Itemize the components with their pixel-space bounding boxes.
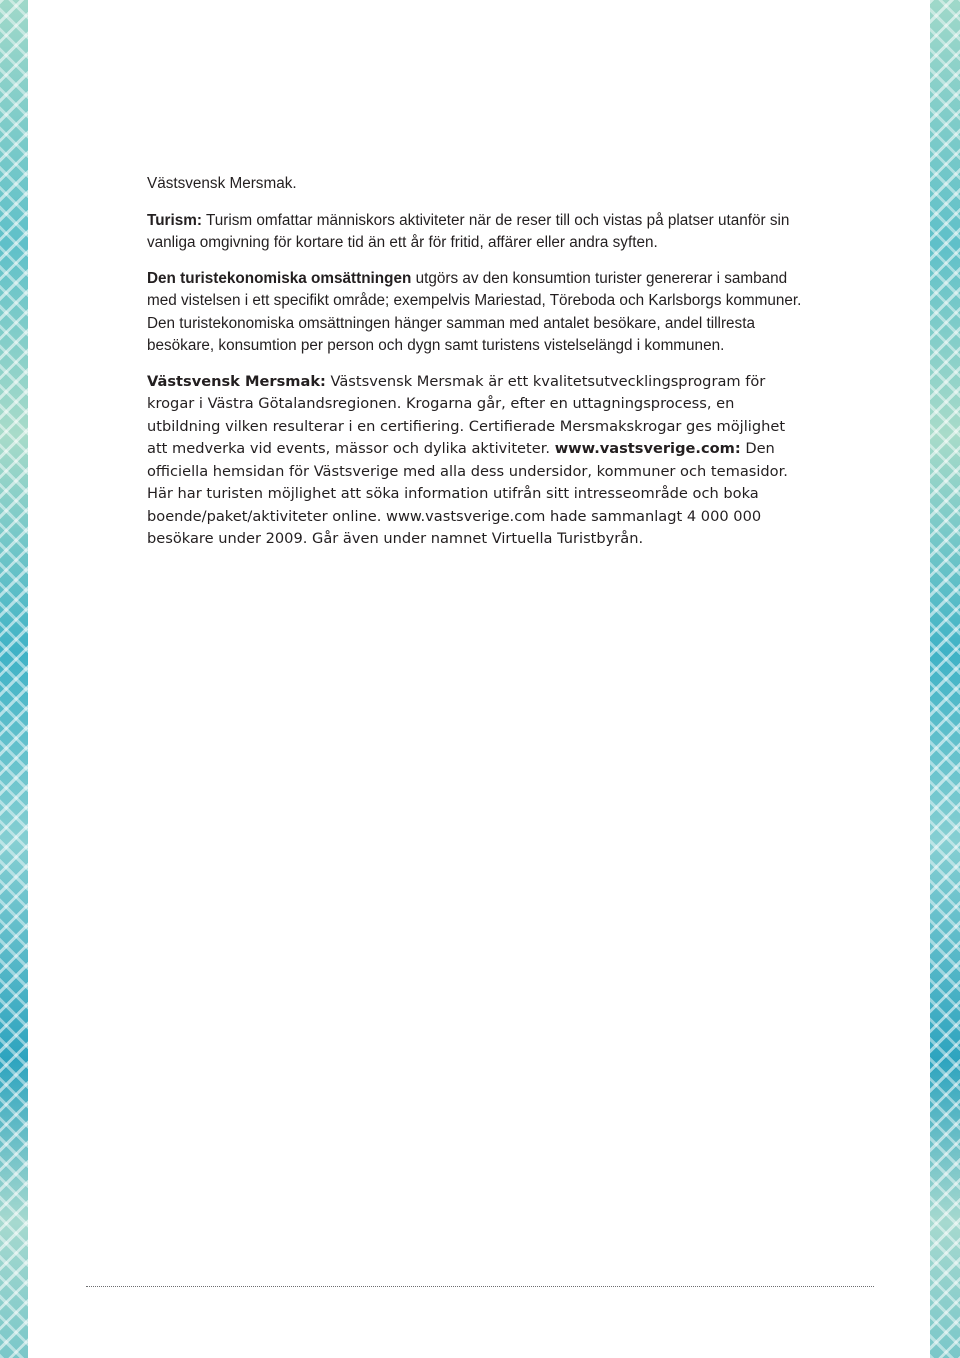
intro-line: Västsvensk Mersmak. [147,175,297,192]
decorative-border-left [0,0,28,1358]
term-omsattning: Den turistekonomiska omsättningen [147,269,412,287]
definition-turism [147,210,807,255]
footer-dotted-rule [86,1286,874,1287]
glossary-text [147,173,807,564]
definition-mersmak-text: Västsvensk Mersmak är ett kvalitetsutvecklingsprogram för krogar i Västra Götalandsregionen. Krogarna går, efter en uttagningsprocess, en utbildning vilken resulterar i en certifiering. Certifierade Mersmakskrogar ges möjlighet att medverka vid events, mässor och dylika aktiviteter. [147,372,786,457]
term-turism: Turism: [147,211,202,229]
term-mersmak: Västsvensk Mersmak: [147,372,326,390]
definition-omsattning [147,268,807,313]
term-vastsverige: www.vastsverige.com: [554,440,741,457]
definition-omsattning-continued: Den turistekonomiska omsättningen hänger samman med antalet besökare, andel tillresta besökare, konsumtion per person och dygn samt turistens vistelselängd i kommunen. [147,314,755,354]
definition-turism-text: Turism omfattar människors aktiviteter när de reser till och vistas på platser utanför sin vanliga omgivning för kortare tid än ett år för fritid, affärer eller andra syften. [147,211,790,251]
definition-omsattning-text: utgörs av den konsumtion turister genererar i samband med vistelsen i ett specifikt område; exempelvis Mariestad, Töreboda och Karlsborgs kommuner. [147,269,802,309]
definition-mersmak [147,371,807,551]
decorative-border-right [930,0,960,1358]
definition-vastsverige-text: Den officiella hemsidan för Västsverige med alla dess undersidor, kommuner och temasidor. Här har turisten möjlighet att söka information utifrån sitt intresseområde och boka boende/paket/aktiviteter online. www.vastsverige.com hade sammanlagt 4 000 000 besökare under 2009. Går även under namnet Virtuella Turistbyrån. [147,440,788,547]
